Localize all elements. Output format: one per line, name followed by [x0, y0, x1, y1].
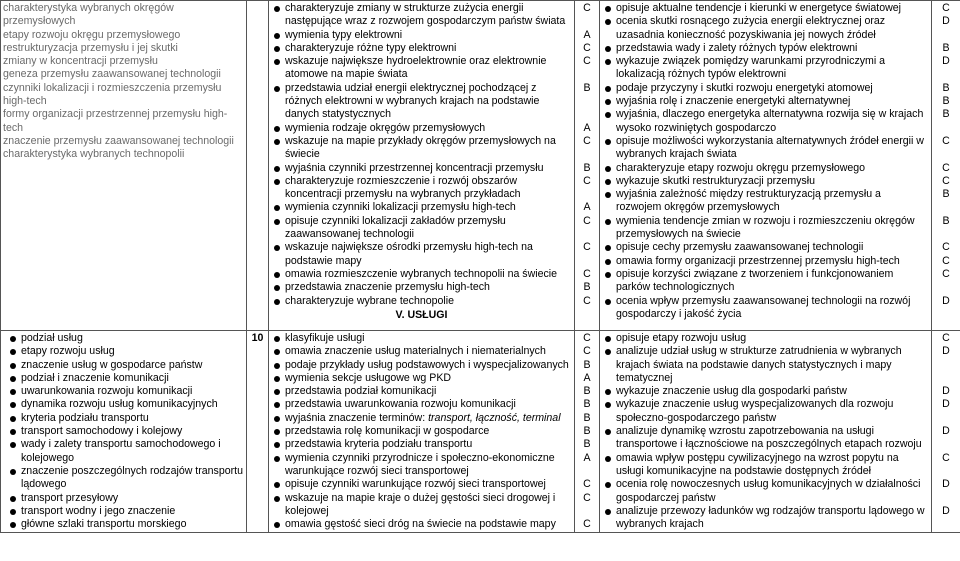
basic-requirement-item: omawia znaczenie usług materialnych i niematerialnych [271, 345, 572, 358]
lesson-number: 10 [247, 331, 269, 533]
level-letter: B [583, 385, 591, 398]
level-letter: D [942, 15, 950, 28]
level-letter: C [583, 55, 591, 68]
topic-item: wady i zalety transportu samochodowego i kolejowego [7, 438, 244, 465]
topic-item: transport samochodowy i kolejowy [7, 425, 244, 438]
basic-requirement-item: przedstawia znaczenie przemysłu high-tech [271, 281, 572, 294]
extended-requirement-item: omawia formy organizacji przestrzennej przemysłu high-tech [602, 255, 929, 268]
level-letter: B [583, 358, 591, 371]
topic-item: uwarunkowania rozwoju komunikacji [7, 385, 244, 398]
level-letter: C [942, 254, 950, 267]
level-letter: C [583, 518, 591, 531]
extended-requirement-item: przedstawia wady i zalety różnych typów elektrowni [602, 42, 929, 55]
extended-levels-cell [932, 1, 960, 331]
level-letter: C [583, 174, 591, 187]
topic-item: restrukturyzacja przemysłu i jej skutki [3, 41, 178, 54]
basic-requirement-item: przedstawia rolę komunikacji w gospodarce [271, 425, 572, 438]
lesson-number [247, 1, 269, 331]
level-letter: B [583, 281, 591, 294]
level-letter: C [583, 294, 591, 307]
level-letter: D [942, 345, 950, 358]
topic-item: geneza przemysłu zaawansowanej technologii [3, 68, 221, 81]
level-letter: C [942, 241, 950, 254]
section-heading: V. USŁUGI [395, 308, 448, 321]
topic-item: znaczenie przemysłu zaawansowanej technologii [3, 134, 234, 147]
level-letter: B [942, 214, 950, 227]
extended-requirement-item: opisuje aktualne tendencje i kierunki w energetyce światowej [602, 2, 929, 15]
level-letter: D [942, 398, 950, 411]
basic-requirement-item: wymienia sekcje usługowe wg PKD [271, 372, 572, 385]
level-letter: C [942, 174, 950, 187]
topic-item: kryteria podziału transportu [7, 412, 244, 425]
basic-requirement-item: wskazuje na mapie przykłady okręgów przemysłowych na świecie [271, 135, 572, 162]
extended-requirement-item: omawia wpływ postępu cywilizacyjnego na wzrost popytu na usługi komunikacyjne na podstawie dostępnych źródeł [602, 452, 929, 479]
level-letter: B [942, 188, 950, 201]
level-letter: C [583, 214, 591, 227]
level-letter: A [583, 201, 591, 214]
level-letter: C [583, 267, 591, 280]
extended-requirement-item: opisuje cechy przemysłu zaawansowanej technologii [602, 241, 929, 254]
basic-requirement-item: opisuje czynniki lokalizacji zakładów przemysłu zaawansowanej technologii [271, 215, 572, 242]
level-letter: D [942, 294, 950, 307]
extended-requirement-item: charakteryzuje etapy rozwoju okręgu przemysłowego [602, 162, 929, 175]
level-letter: C [583, 241, 591, 254]
basic-requirement-item: wymienia typy elektrowni [271, 29, 572, 42]
basic-requirements-cell [269, 331, 575, 533]
extended-requirement-item: ocenia skutki rosnącego zużycia energii elektrycznej oraz uzasadnia konieczność pozyskiwania jej nowych źródeł [602, 15, 929, 42]
extended-requirement-item: opisuje możliwości wykorzystania alternatywnych źródeł energii w wybranych krajach świata [602, 135, 929, 162]
topics-cell [1, 1, 247, 331]
topics-cell [1, 331, 247, 533]
basic-requirement-item: charakteryzuje różne typy elektrowni [271, 42, 572, 55]
level-letter: B [583, 81, 591, 94]
extended-requirement-item: opisuje etapy rozwoju usług [602, 332, 929, 345]
level-letter: C [583, 478, 591, 491]
basic-requirement-item: wyjaśnia czynniki przestrzennej koncentracji przemysłu [271, 162, 572, 175]
basic-requirement-item: wskazuje największe hydroelektrownie oraz elektrownie atomowe na mapie świata [271, 55, 572, 82]
level-letter: A [583, 121, 591, 134]
topic-item: podział i znaczenie komunikacji [7, 372, 244, 385]
basic-requirement-item: przedstawia udział energii elektrycznej pochodzącej z różnych elektrowni w wybranych krajach na podstawie danych statystycznych [271, 82, 572, 122]
level-letter: C [583, 134, 591, 147]
extended-requirement-item: wykazuje znaczenie usług wyspecjalizowanych dla rozwoju społeczno-gospodarczego państw [602, 398, 929, 425]
level-letter: B [583, 161, 591, 174]
level-letter: B [583, 411, 591, 424]
level-letter: B [583, 398, 591, 411]
level-letter: C [583, 41, 591, 54]
level-letter: D [942, 55, 950, 68]
level-letter: C [583, 332, 591, 344]
topic-item: czynniki lokalizacji i rozmieszczenia przemysłu high-tech [3, 81, 222, 108]
level-letter: C [942, 332, 950, 344]
level-letter: B [942, 95, 950, 108]
level-letter: C [583, 491, 591, 504]
basic-requirement-item: wskazuje największe ośrodki przemysłu high-tech na podstawie mapy [271, 241, 572, 268]
basic-requirement-item: przedstawia kryteria podziału transportu [271, 438, 572, 451]
basic-requirement-item: wyjaśnia znaczenie terminów: transport, łączność, terminal [271, 412, 572, 425]
basic-levels-cell [575, 1, 600, 331]
level-letter: B [942, 81, 950, 94]
basic-levels-cell [575, 331, 600, 533]
level-letter: A [583, 28, 591, 41]
topic-item: znaczenie usług w gospodarce państw [7, 359, 244, 372]
basic-requirement-item: podaje przykłady usług podstawowych i wyspecjalizowanych [271, 359, 572, 372]
topic-item: charakterystyka wybranych okręgów przemysłowych [3, 2, 174, 28]
extended-requirement-item: wyjaśnia zależność między restrukturyzacją przemysłu a rozwojem okręgów przemysłowych [602, 188, 929, 215]
level-letter: D [942, 504, 950, 517]
extended-requirement-item: wykazuje związek pomiędzy warunkami przyrodniczymi a lokalizacją różnych typów elektrowni [602, 55, 929, 82]
topic-item: transport przesyłowy [7, 492, 244, 505]
level-letter: C [942, 161, 950, 174]
level-letter: C [942, 2, 950, 14]
basic-requirement-item: wymienia czynniki lokalizacji przemysłu high-tech [271, 201, 572, 214]
extended-requirements-cell [600, 331, 932, 533]
italic-terms: transport, łączność, terminal [428, 411, 561, 424]
basic-requirement-item: wymienia czynniki przyrodnicze i społeczno-ekonomiczne warunkujące rozwój sieci transportowej [271, 452, 572, 479]
extended-requirements-cell [600, 1, 932, 331]
topic-item: charakterystyka wybranych technopolii [3, 148, 185, 161]
level-letter: B [583, 425, 591, 438]
level-letter: D [942, 425, 950, 438]
basic-requirement-item: przedstawia podział komunikacji [271, 385, 572, 398]
level-letter: D [942, 478, 950, 491]
extended-levels-cell [932, 331, 960, 533]
topic-item: transport wodny i jego znaczenie [7, 505, 244, 518]
basic-requirement-item: wymienia rodzaje okręgów przemysłowych [271, 122, 572, 135]
level-letter: C [942, 134, 950, 147]
level-letter: B [942, 108, 950, 121]
topic-item: zmiany w koncentracji przemysłu [3, 55, 158, 68]
basic-requirement-item: klasyfikuje usługi [271, 332, 572, 345]
extended-requirement-item: ocenia wpływ przemysłu zaawansowanej technologii na rozwój gospodarczy i jakość życia [602, 295, 929, 322]
extended-requirement-item: wymienia tendencje zmian w rozwoju i rozmieszczeniu okręgów przemysłowych na świecie [602, 215, 929, 242]
extended-requirement-item: wykazuje skutki restrukturyzacji przemysłu [602, 175, 929, 188]
extended-requirement-item: opisuje korzyści związane z tworzeniem i funkcjonowaniem parków technologicznych [602, 268, 929, 295]
extended-requirement-item: podaje przyczyny i skutki rozwoju energetyki atomowej [602, 82, 929, 95]
level-letter: A [583, 451, 591, 464]
level-letter: B [942, 41, 950, 54]
basic-requirements-cell [269, 1, 575, 331]
basic-requirement-item: omawia rozmieszczenie wybranych technopolii na świecie [271, 268, 572, 281]
basic-requirement-item: charakteryzuje rozmieszczenie i rozwój obszarów koncentracji przemysłu na wybranych przykładach [271, 175, 572, 202]
topic-item: formy organizacji przestrzennej przemysłu high-tech [3, 108, 228, 134]
topic-item: główne szlaki transportu morskiego [7, 518, 244, 531]
basic-requirement-item: charakteryzuje wybrane technopolie [271, 295, 572, 308]
level-letter: C [583, 2, 591, 14]
extended-requirement-item: wyjaśnia, dlaczego energetyka alternatywna rozwija się w krajach wysoko rozwiniętych gospodarczo [602, 108, 929, 135]
topic-item: etapy rozwoju usług [7, 345, 244, 358]
basic-requirement-item: wskazuje na mapie kraje o dużej gęstości sieci drogowej i kolejowej [271, 492, 572, 519]
extended-requirement-item: analizuje udział usług w strukturze zatrudnienia w wybranych krajach świata na podstawie danych statystycznych i mapy tematycznej [602, 345, 929, 385]
topic-item: etapy rozwoju okręgu przemysłowego [3, 28, 181, 41]
level-letter: C [942, 267, 950, 280]
table-row [1, 331, 960, 533]
extended-requirement-item: wyjaśnia rolę i znaczenie energetyki alternatywnej [602, 95, 929, 108]
topic-item: dynamika rozwoju usług komunikacyjnych [7, 398, 244, 411]
topic-item: podział usług [7, 332, 244, 345]
table-row [1, 1, 960, 331]
level-letter: C [942, 451, 950, 464]
level-letter: B [583, 438, 591, 451]
level-letter: C [583, 345, 591, 358]
topic-item: znaczenie poszczególnych rodzajów transportu lądowego [7, 465, 244, 492]
basic-requirement-item: charakteryzuje zmiany w strukturze zużycia energii następujące wraz z rozwojem gospodarczym państw świata [271, 2, 572, 29]
basic-requirement-item: omawia gęstość sieci dróg na świecie na podstawie mapy [271, 518, 572, 531]
extended-requirement-item: wykazuje znaczenie usług dla gospodarki państw [602, 385, 929, 398]
extended-requirement-item: analizuje dynamikę wzrostu zapotrzebowania na usługi transportowe i łącznościowe na poszczególnych etapach rozwoju [602, 425, 929, 452]
level-letter: A [583, 371, 591, 384]
level-letter: D [942, 385, 950, 398]
basic-requirement-item: przedstawia uwarunkowania rozwoju komunikacji [271, 398, 572, 411]
basic-requirement-item: opisuje czynniki warunkujące rozwój sieci transportowej [271, 478, 572, 491]
extended-requirement-item: analizuje przewozy ładunków wg rodzajów transportu lądowego w wybranych krajach [602, 505, 929, 532]
extended-requirement-item: ocenia rolę nowoczesnych usług komunikacyjnych w działalności gospodarczej państw [602, 478, 929, 505]
